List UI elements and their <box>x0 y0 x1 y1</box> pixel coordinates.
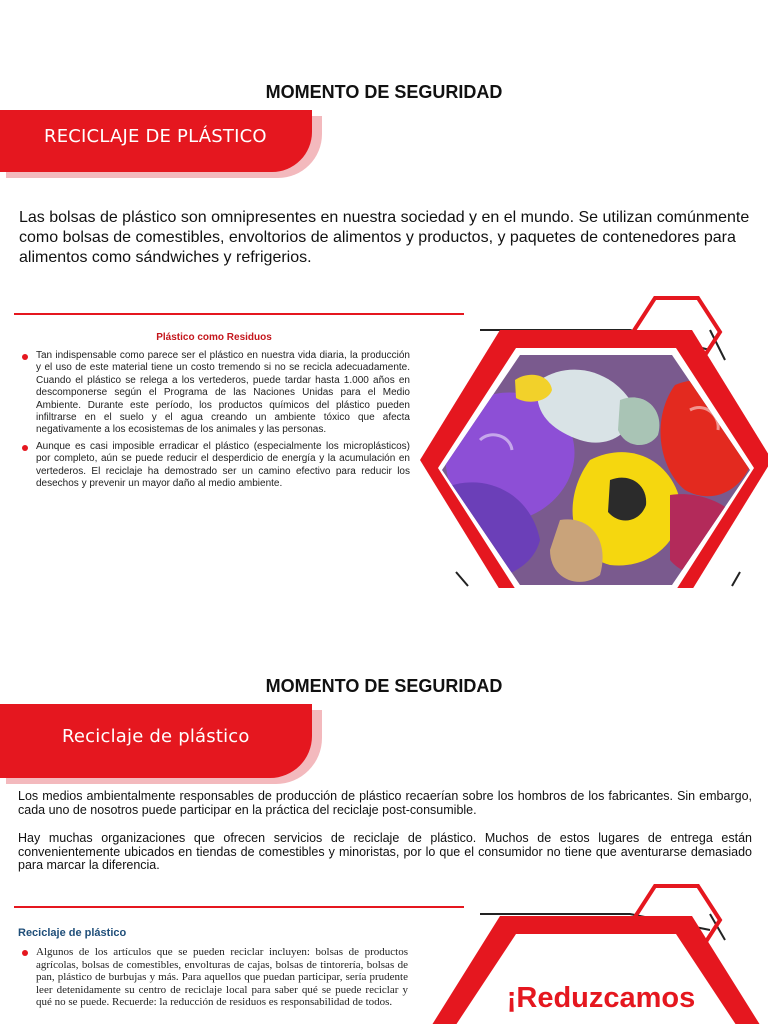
section2-paragraph-1: Los medios ambientalmente responsables de producción de plástico recaerían sobre los hombros de los fabricantes. Sin embargo, cada uno de nosotros puede participar en la práctica del reciclaje post-consumible. <box>18 789 752 817</box>
section1-intro: Las bolsas de plástico son omnipresentes en nuestra sociedad y en el mundo. Se utilizan comúnmente como bolsas de comestibles, envoltorios de alimentos y productos, y paquetes de contenedores para alimentos como sándwiches y refrigerios. <box>19 209 750 266</box>
section2-title: MOMENTO DE SEGURIDAD <box>265 676 503 696</box>
section2-paragraph-2: Hay muchas organizaciones que ofrecen servicios de reciclaje de plástico. Muchos de estos lugares de entrega están convenientemente ubicados en tiendas de comestibles y minoristas, por lo que el consumidor no tiene que aventurarse demasiado para marcar la diferencia. <box>18 831 752 872</box>
list-item: Tan indispensable como parece ser el plástico en nuestra vida diaria, la producción y el uso de este material tiene un costo tremendo si no se recicla adecuadamente. Cuando el plástico se relega a los vertederos, puede tardar hasta 1.000 años en descomponerse según el Programa de las Naciones Unidas para el Medio Ambiente. Durante este período, los productos químicos del plástico pueden infiltrarse en el suelo y el agua creando un ambiente tóxico que afecta negativamente a los ecosistemas de los animales y las personas. <box>20 350 410 437</box>
section1-bullet-list <box>20 350 410 490</box>
section1-banner-label: RECICLAJE DE PLÁSTICO <box>44 126 267 147</box>
reduce-slogan: ¡Reduzcamos <box>506 982 696 1014</box>
bullet-icon <box>22 950 28 956</box>
section1-banner <box>0 110 330 178</box>
section2-subheading: Reciclaje de plástico <box>18 927 127 939</box>
section1-divider <box>14 313 464 315</box>
list-item: Aunque es casi imposible erradicar el plástico (especialmente los microplásticos) por completo, aún se puede reducir el desperdicio de energía y la acumulación en vertederos. El reciclaje ha demostrado ser un camino efectivo para reducir los desechos y prevenir un mayor daño al medio ambiente. <box>20 441 410 491</box>
section2-divider <box>14 906 464 908</box>
section1-subheading: Plástico como Residuos <box>156 332 272 343</box>
section2-bullet-list <box>20 946 408 1009</box>
list-item: Algunos de los artículos que se pueden reciclar incluyen: bolsas de productos agrícolas, bolsas de comestibles, envolturas de cajas, bolsas de tintorería, bolsas de pan, plástico de burbujas y más. Para aquellos que puedan participar, sería prudente leer detenidamente su centro de reciclaje local para saber qué se puede reciclar y qué no se puede. Recuerde: la reducción de residuos es responsabilidad de todos. <box>20 946 408 1009</box>
bullet-icon <box>22 445 28 451</box>
section2-banner <box>0 704 330 772</box>
section1-title: MOMENTO DE SEGURIDAD <box>265 82 503 102</box>
plastic-bags-hexagon-image <box>420 290 768 588</box>
bullet-icon <box>22 354 28 360</box>
section2-banner-label: Reciclaje de plástico <box>62 726 250 747</box>
